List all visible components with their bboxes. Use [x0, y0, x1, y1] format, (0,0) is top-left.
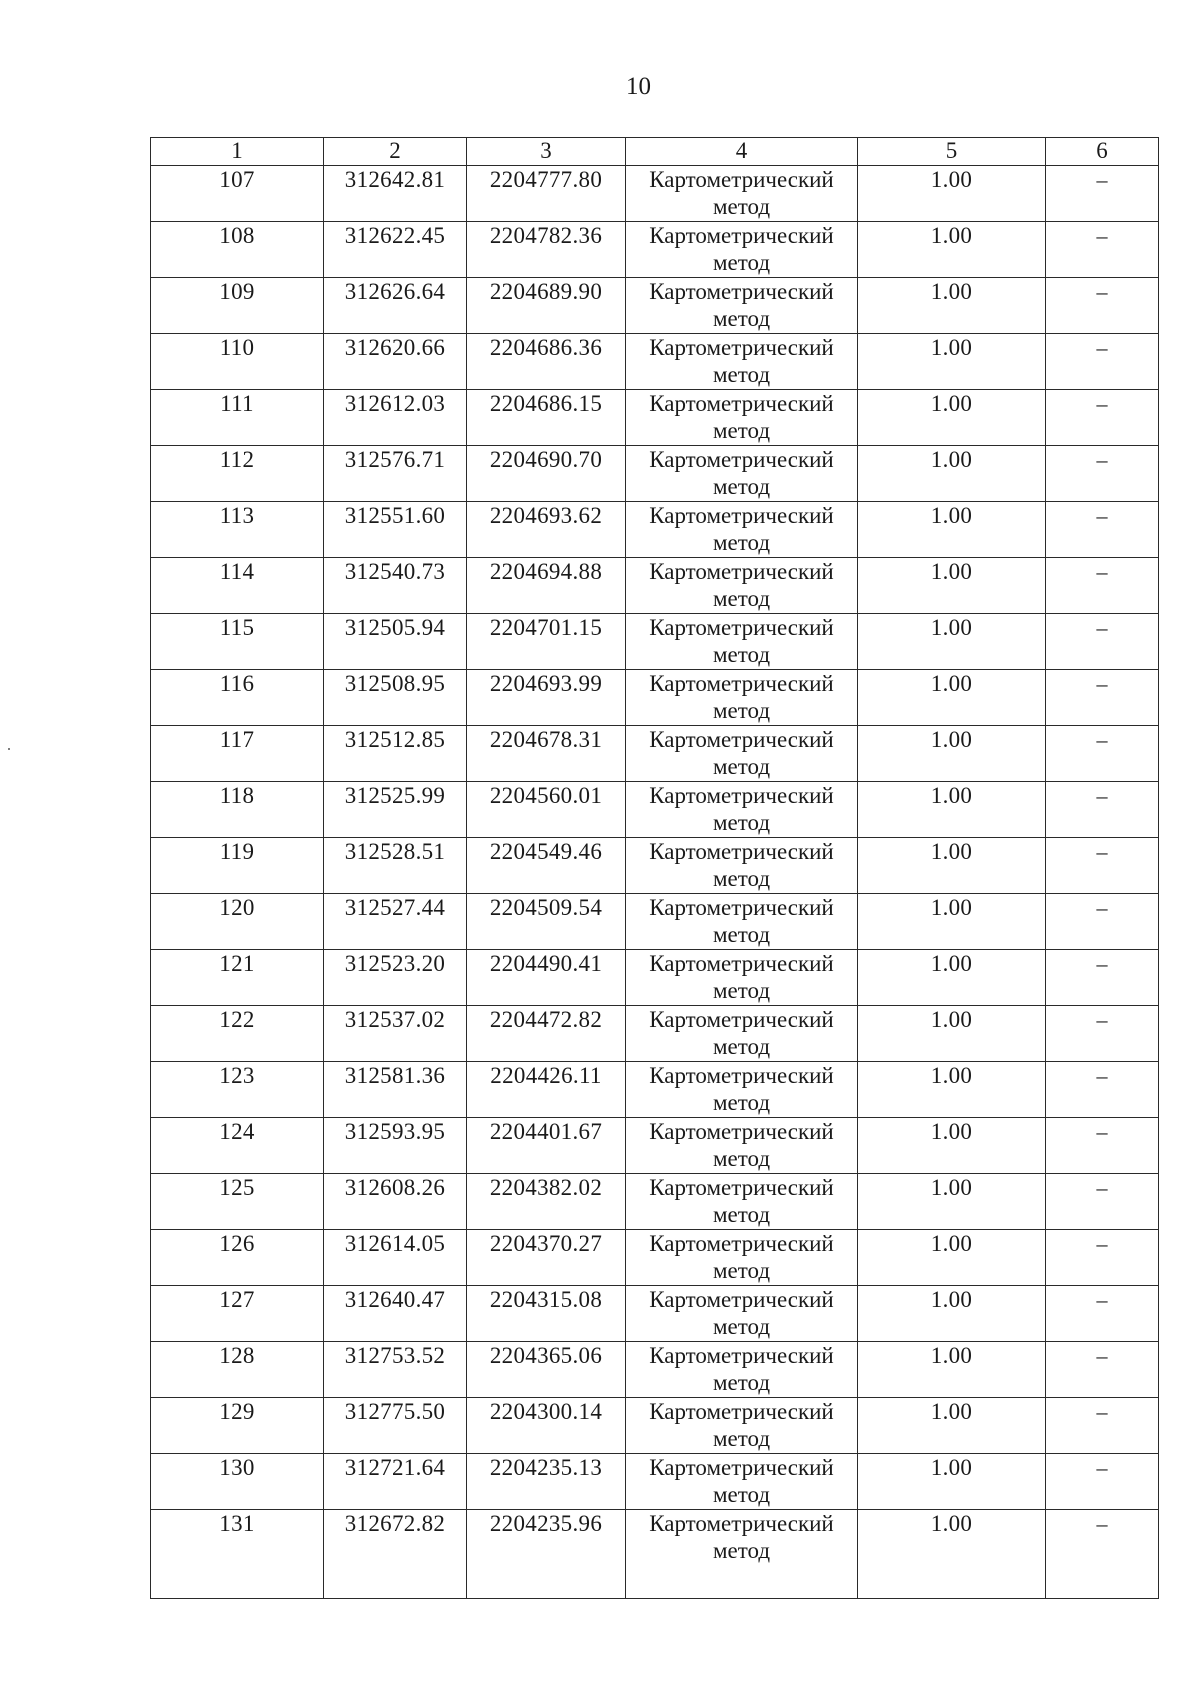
method-cell: Картометрический метод — [626, 894, 858, 950]
note-cell: – — [1046, 502, 1159, 558]
point-number-cell: 129 — [151, 1398, 324, 1454]
precision-cell: 1.00 — [858, 502, 1046, 558]
method-cell: Картометрический метод — [626, 1342, 858, 1398]
point-number-cell: 107 — [151, 166, 324, 222]
table-row — [151, 1454, 1159, 1510]
y-coordinate-cell: 2204401.67 — [467, 1118, 626, 1174]
method-cell: Картометрический метод — [626, 1118, 858, 1174]
note-cell: – — [1046, 1006, 1159, 1062]
method-cell: Картометрический метод — [626, 726, 858, 782]
table-row — [151, 1510, 1159, 1599]
method-cell: Картометрический метод — [626, 1062, 858, 1118]
method-cell: Картометрический метод — [626, 838, 858, 894]
note-cell: – — [1046, 1230, 1159, 1286]
point-number-cell: 123 — [151, 1062, 324, 1118]
table-row — [151, 894, 1159, 950]
method-cell: Картометрический метод — [626, 390, 858, 446]
table-row — [151, 334, 1159, 390]
point-number-cell: 117 — [151, 726, 324, 782]
x-coordinate-cell: 312537.02 — [324, 1006, 467, 1062]
y-coordinate-cell: 2204693.62 — [467, 502, 626, 558]
y-coordinate-cell: 2204549.46 — [467, 838, 626, 894]
precision-cell: 1.00 — [858, 278, 1046, 334]
note-cell: – — [1046, 334, 1159, 390]
point-number-cell: 110 — [151, 334, 324, 390]
table-row — [151, 278, 1159, 334]
note-cell: – — [1046, 558, 1159, 614]
y-coordinate-cell: 2204701.15 — [467, 614, 626, 670]
method-cell: Картометрический метод — [626, 1286, 858, 1342]
method-cell: Картометрический метод — [626, 614, 858, 670]
precision-cell: 1.00 — [858, 1510, 1046, 1599]
method-cell: Картометрический метод — [626, 1006, 858, 1062]
method-cell: Картометрический метод — [626, 334, 858, 390]
y-coordinate-cell: 2204315.08 — [467, 1286, 626, 1342]
header-col-6: 6 — [1046, 138, 1159, 166]
note-cell: – — [1046, 1510, 1159, 1599]
y-coordinate-cell: 2204472.82 — [467, 1006, 626, 1062]
x-coordinate-cell: 312523.20 — [324, 950, 467, 1006]
precision-cell: 1.00 — [858, 222, 1046, 278]
note-cell: – — [1046, 222, 1159, 278]
y-coordinate-cell: 2204678.31 — [467, 726, 626, 782]
header-col-3: 3 — [467, 138, 626, 166]
table-row — [151, 502, 1159, 558]
table-row — [151, 558, 1159, 614]
point-number-cell: 111 — [151, 390, 324, 446]
x-coordinate-cell: 312508.95 — [324, 670, 467, 726]
x-coordinate-cell: 312505.94 — [324, 614, 467, 670]
header-row — [151, 138, 1159, 166]
y-coordinate-cell: 2204426.11 — [467, 1062, 626, 1118]
table-row — [151, 1342, 1159, 1398]
method-cell: Картометрический метод — [626, 1454, 858, 1510]
point-number-cell: 114 — [151, 558, 324, 614]
table-row — [151, 390, 1159, 446]
method-cell: Картометрический метод — [626, 446, 858, 502]
y-coordinate-cell: 2204694.88 — [467, 558, 626, 614]
precision-cell: 1.00 — [858, 782, 1046, 838]
precision-cell: 1.00 — [858, 950, 1046, 1006]
y-coordinate-cell: 2204777.80 — [467, 166, 626, 222]
point-number-cell: 128 — [151, 1342, 324, 1398]
y-coordinate-cell: 2204235.96 — [467, 1510, 626, 1599]
point-number-cell: 121 — [151, 950, 324, 1006]
header-col-1: 1 — [151, 138, 324, 166]
method-cell: Картометрический метод — [626, 502, 858, 558]
precision-cell: 1.00 — [858, 1006, 1046, 1062]
precision-cell: 1.00 — [858, 1062, 1046, 1118]
precision-cell: 1.00 — [858, 1118, 1046, 1174]
note-cell: – — [1046, 782, 1159, 838]
note-cell: – — [1046, 1398, 1159, 1454]
x-coordinate-cell: 312721.64 — [324, 1454, 467, 1510]
precision-cell: 1.00 — [858, 726, 1046, 782]
table-row — [151, 782, 1159, 838]
y-coordinate-cell: 2204300.14 — [467, 1398, 626, 1454]
note-cell: – — [1046, 390, 1159, 446]
point-number-cell: 113 — [151, 502, 324, 558]
point-number-cell: 124 — [151, 1118, 324, 1174]
y-coordinate-cell: 2204686.15 — [467, 390, 626, 446]
x-coordinate-cell: 312614.05 — [324, 1230, 467, 1286]
precision-cell: 1.00 — [858, 838, 1046, 894]
page-number: 10 — [626, 73, 651, 100]
table-row — [151, 1006, 1159, 1062]
method-cell: Картометрический метод — [626, 222, 858, 278]
table-row — [151, 1118, 1159, 1174]
point-number-cell: 125 — [151, 1174, 324, 1230]
y-coordinate-cell: 2204686.36 — [467, 334, 626, 390]
precision-cell: 1.00 — [858, 1398, 1046, 1454]
point-number-cell: 116 — [151, 670, 324, 726]
method-cell: Картометрический метод — [626, 558, 858, 614]
note-cell: – — [1046, 1342, 1159, 1398]
point-number-cell: 130 — [151, 1454, 324, 1510]
precision-cell: 1.00 — [858, 614, 1046, 670]
point-number-cell: 126 — [151, 1230, 324, 1286]
y-coordinate-cell: 2204509.54 — [467, 894, 626, 950]
y-coordinate-cell: 2204782.36 — [467, 222, 626, 278]
x-coordinate-cell: 312753.52 — [324, 1342, 467, 1398]
point-number-cell: 122 — [151, 1006, 324, 1062]
note-cell: – — [1046, 166, 1159, 222]
table-body — [151, 166, 1159, 1599]
note-cell: – — [1046, 1286, 1159, 1342]
y-coordinate-cell: 2204490.41 — [467, 950, 626, 1006]
precision-cell: 1.00 — [858, 446, 1046, 502]
method-cell: Картометрический метод — [626, 166, 858, 222]
point-number-cell: 109 — [151, 278, 324, 334]
note-cell: – — [1046, 838, 1159, 894]
method-cell: Картометрический метод — [626, 670, 858, 726]
method-cell: Картометрический метод — [626, 782, 858, 838]
scan-speck — [8, 748, 10, 750]
precision-cell: 1.00 — [858, 1342, 1046, 1398]
x-coordinate-cell: 312528.51 — [324, 838, 467, 894]
precision-cell: 1.00 — [858, 1286, 1046, 1342]
note-cell: – — [1046, 1174, 1159, 1230]
method-cell: Картометрический метод — [626, 1230, 858, 1286]
x-coordinate-cell: 312672.82 — [324, 1510, 467, 1599]
precision-cell: 1.00 — [858, 558, 1046, 614]
y-coordinate-cell: 2204689.90 — [467, 278, 626, 334]
table-row — [151, 614, 1159, 670]
point-number-cell: 119 — [151, 838, 324, 894]
note-cell: – — [1046, 1062, 1159, 1118]
note-cell: – — [1046, 614, 1159, 670]
point-number-cell: 118 — [151, 782, 324, 838]
point-number-cell: 108 — [151, 222, 324, 278]
precision-cell: 1.00 — [858, 670, 1046, 726]
point-number-cell: 112 — [151, 446, 324, 502]
x-coordinate-cell: 312593.95 — [324, 1118, 467, 1174]
x-coordinate-cell: 312525.99 — [324, 782, 467, 838]
table-row — [151, 222, 1159, 278]
method-cell: Картометрический метод — [626, 950, 858, 1006]
table-row — [151, 670, 1159, 726]
table-row — [151, 1230, 1159, 1286]
y-coordinate-cell: 2204370.27 — [467, 1230, 626, 1286]
y-coordinate-cell: 2204693.99 — [467, 670, 626, 726]
x-coordinate-cell: 312626.64 — [324, 278, 467, 334]
header-col-2: 2 — [324, 138, 467, 166]
point-number-cell: 120 — [151, 894, 324, 950]
x-coordinate-cell: 312775.50 — [324, 1398, 467, 1454]
method-cell: Картометрический метод — [626, 1398, 858, 1454]
y-coordinate-cell: 2204235.13 — [467, 1454, 626, 1510]
header-col-4: 4 — [626, 138, 858, 166]
x-coordinate-cell: 312642.81 — [324, 166, 467, 222]
table-row — [151, 1398, 1159, 1454]
x-coordinate-cell: 312527.44 — [324, 894, 467, 950]
table-row — [151, 950, 1159, 1006]
table-row — [151, 838, 1159, 894]
method-cell: Картометрический метод — [626, 1174, 858, 1230]
note-cell: – — [1046, 446, 1159, 502]
point-number-cell: 115 — [151, 614, 324, 670]
note-cell: – — [1046, 1118, 1159, 1174]
precision-cell: 1.00 — [858, 390, 1046, 446]
method-cell: Картометрический метод — [626, 1510, 858, 1599]
table-row — [151, 1062, 1159, 1118]
precision-cell: 1.00 — [858, 894, 1046, 950]
x-coordinate-cell: 312622.45 — [324, 222, 467, 278]
coordinates-table — [150, 137, 1159, 1599]
x-coordinate-cell: 312612.03 — [324, 390, 467, 446]
header-col-5: 5 — [858, 138, 1046, 166]
note-cell: – — [1046, 1454, 1159, 1510]
table-row — [151, 726, 1159, 782]
table-row — [151, 1174, 1159, 1230]
y-coordinate-cell: 2204560.01 — [467, 782, 626, 838]
table-row — [151, 446, 1159, 502]
precision-cell: 1.00 — [858, 1230, 1046, 1286]
note-cell: – — [1046, 950, 1159, 1006]
point-number-cell: 131 — [151, 1510, 324, 1599]
precision-cell: 1.00 — [858, 1174, 1046, 1230]
x-coordinate-cell: 312581.36 — [324, 1062, 467, 1118]
x-coordinate-cell: 312551.60 — [324, 502, 467, 558]
x-coordinate-cell: 312640.47 — [324, 1286, 467, 1342]
precision-cell: 1.00 — [858, 166, 1046, 222]
note-cell: – — [1046, 726, 1159, 782]
table-row — [151, 1286, 1159, 1342]
x-coordinate-cell: 312540.73 — [324, 558, 467, 614]
x-coordinate-cell: 312620.66 — [324, 334, 467, 390]
table-row — [151, 166, 1159, 222]
note-cell: – — [1046, 670, 1159, 726]
y-coordinate-cell: 2204365.06 — [467, 1342, 626, 1398]
x-coordinate-cell: 312608.26 — [324, 1174, 467, 1230]
precision-cell: 1.00 — [858, 1454, 1046, 1510]
method-cell: Картометрический метод — [626, 278, 858, 334]
y-coordinate-cell: 2204690.70 — [467, 446, 626, 502]
point-number-cell: 127 — [151, 1286, 324, 1342]
x-coordinate-cell: 312576.71 — [324, 446, 467, 502]
coordinates-table-container — [150, 137, 1158, 1599]
x-coordinate-cell: 312512.85 — [324, 726, 467, 782]
table-header — [151, 138, 1159, 166]
note-cell: – — [1046, 894, 1159, 950]
y-coordinate-cell: 2204382.02 — [467, 1174, 626, 1230]
precision-cell: 1.00 — [858, 334, 1046, 390]
note-cell: – — [1046, 278, 1159, 334]
